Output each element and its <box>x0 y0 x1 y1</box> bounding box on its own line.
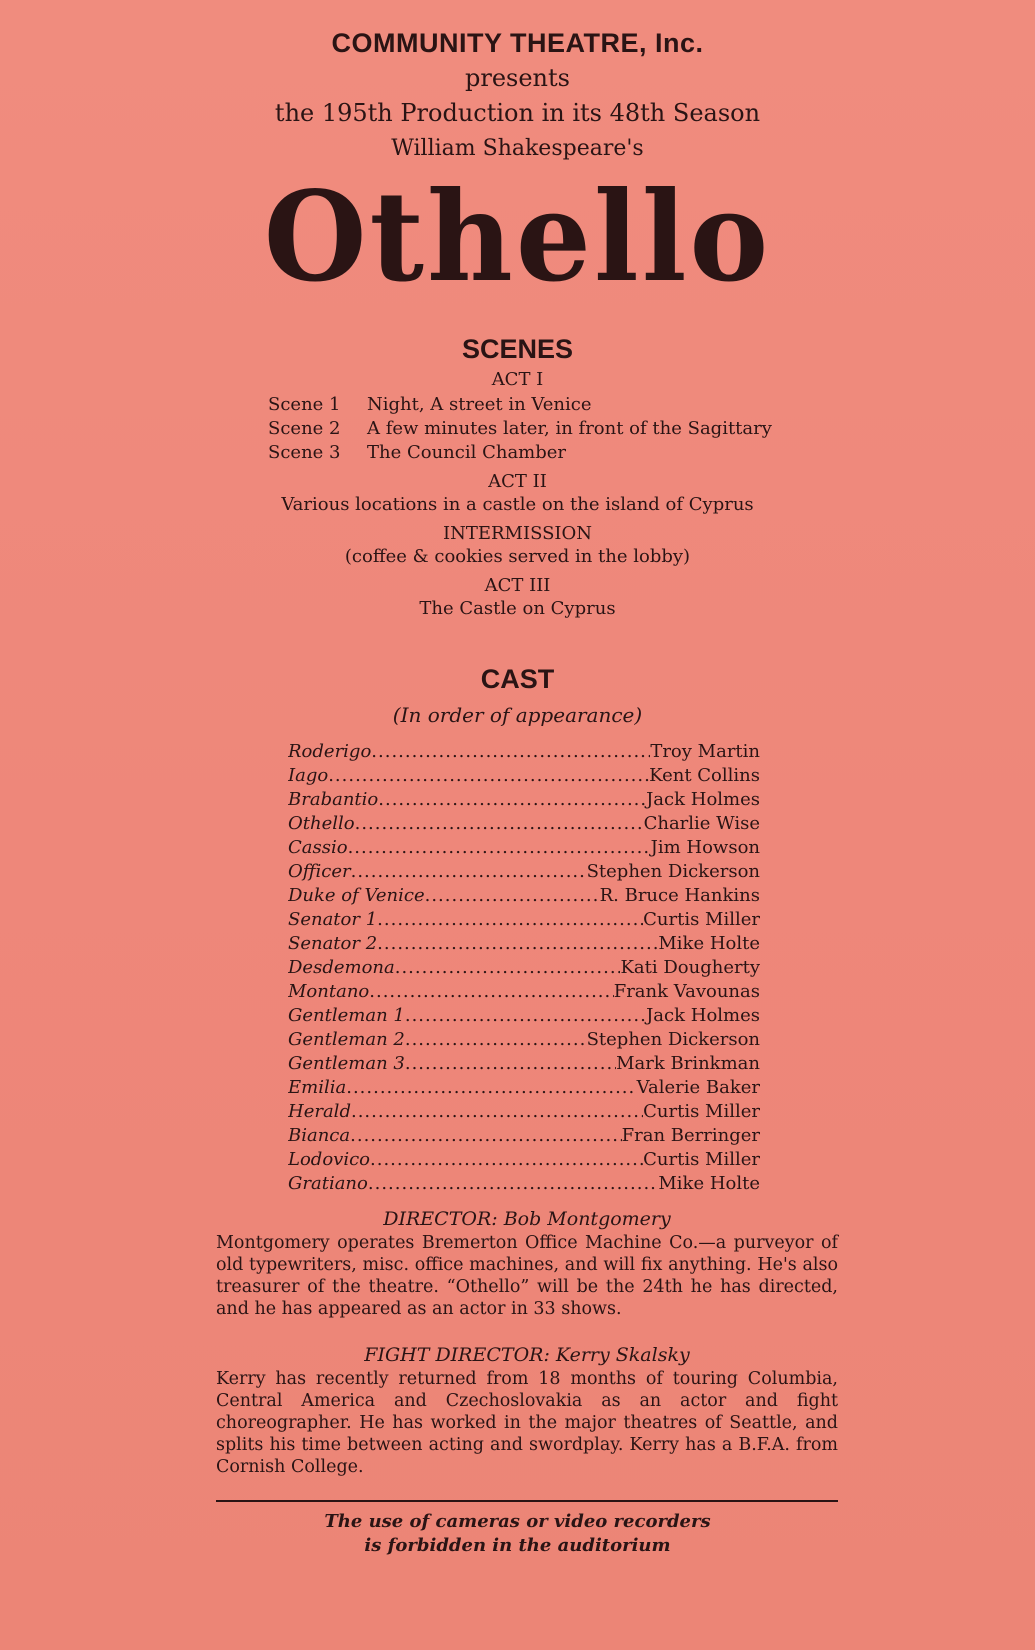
cast-role: Iago <box>288 765 329 786</box>
cast-actor: Valerie Baker <box>636 1077 760 1098</box>
cast-actor: Mike Holte <box>658 1173 760 1194</box>
scene-description: A few minutes later, in front of the Sagittary <box>367 418 772 439</box>
presents-line: presents <box>465 64 570 92</box>
scene-description: The Council Chamber <box>367 442 567 463</box>
leader-dots <box>405 1004 646 1028</box>
scene-number: Scene 1 <box>268 394 341 415</box>
leader-dots <box>370 1148 643 1172</box>
cast-actor: Kent Collins <box>649 765 760 786</box>
cast-role: Cassio <box>288 837 348 858</box>
cast-actor: Curtis Miller <box>643 1101 760 1122</box>
cast-actor: Kati Dougherty <box>620 957 760 978</box>
cast-actor: Mark Brinkman <box>616 1053 760 1074</box>
leader-dots <box>346 1076 636 1100</box>
cast-row <box>288 1028 760 1052</box>
cast-row <box>288 932 760 956</box>
cast-role: Bianca <box>288 1125 351 1146</box>
cast-heading: CAST <box>480 664 555 694</box>
cast-row <box>288 1052 760 1076</box>
cast-list <box>288 740 760 1196</box>
cast-row <box>288 764 760 788</box>
cast-actor: Jack Holmes <box>646 1005 760 1026</box>
fight-director-section <box>216 1344 838 1478</box>
program-header <box>0 28 1035 164</box>
cast-row <box>288 1100 760 1124</box>
act-2-label: ACT II <box>488 471 547 492</box>
leader-dots <box>378 788 646 812</box>
cast-role: Senator 2 <box>288 933 378 954</box>
organization-name: COMMUNITY THEATRE, Inc. <box>331 28 704 58</box>
leader-dots <box>369 980 613 1004</box>
intermission-label: INTERMISSION <box>442 523 593 544</box>
act-3-label: ACT III <box>484 575 551 596</box>
cast-role: Officer <box>288 861 351 882</box>
cast-actor: Stephen Dickerson <box>586 861 760 882</box>
cast-actor: Charlie Wise <box>643 813 760 834</box>
cast-actor: Curtis Miller <box>643 909 760 930</box>
cast-actor: Mike Holte <box>658 933 760 954</box>
cast-actor: Troy Martin <box>650 741 760 762</box>
leader-dots <box>351 1100 643 1124</box>
intermission-note: (coffee & cookies served in the lobby) <box>344 546 691 567</box>
leader-dots <box>368 1172 658 1196</box>
cast-role: Montano <box>288 981 370 1002</box>
cast-role: Othello <box>288 813 355 834</box>
act-3-description: The Castle on Cyprus <box>419 598 616 619</box>
cast-actor: Curtis Miller <box>643 1149 760 1170</box>
cast-role: Gentleman 2 <box>288 1029 405 1050</box>
cast-role: Roderigo <box>288 741 372 762</box>
cast-actor: R. Bruce Hankins <box>599 885 760 906</box>
author-line: William Shakespeare's <box>391 136 644 161</box>
cast-row <box>288 740 760 764</box>
cast-role: Lodovico <box>288 1149 370 1170</box>
cast-actor: Fran Berringer <box>621 1125 760 1146</box>
cast-row <box>288 788 760 812</box>
cast-row <box>288 860 760 884</box>
cast-row <box>288 1172 760 1196</box>
act-1-label: ACT I <box>491 369 544 390</box>
scene-number: Scene 3 <box>268 442 341 463</box>
cast-role: Emilia <box>288 1077 347 1098</box>
cast-role: Duke of Venice <box>288 885 425 906</box>
cast-role: Gentleman 3 <box>288 1053 405 1074</box>
cast-row <box>288 908 760 932</box>
cast-row <box>288 1148 760 1172</box>
scene-row <box>268 417 1035 441</box>
scene-description: Night, A street in Venice <box>367 394 592 415</box>
cast-row <box>288 812 760 836</box>
scene-number: Scene 2 <box>268 418 341 439</box>
cast-row <box>288 836 760 860</box>
cast-row <box>288 884 760 908</box>
leader-dots <box>377 908 643 932</box>
leader-dots <box>351 860 587 884</box>
cast-role: Senator 1 <box>288 909 378 930</box>
leader-dots <box>405 1052 616 1076</box>
cast-role: Desdemona <box>288 957 395 978</box>
cast-section <box>0 664 1035 727</box>
production-line: the 195th Production in its 48th Season <box>274 99 761 127</box>
cast-subtitle: (In order of appearance) <box>392 703 643 727</box>
cast-row <box>288 980 760 1004</box>
cast-role: Gentleman 1 <box>288 1005 405 1026</box>
cast-role: Gratiano <box>288 1173 368 1194</box>
cast-actor: Jack Holmes <box>646 789 760 810</box>
camera-notice-line-2: is forbidden in the auditorium <box>364 1535 671 1556</box>
scenes-section <box>0 334 1035 621</box>
leader-dots <box>377 932 658 956</box>
director-heading: DIRECTOR: Bob Montgomery <box>383 1208 671 1230</box>
play-title: Othello <box>263 163 772 310</box>
cast-row <box>288 1004 760 1028</box>
leader-dots <box>348 836 651 860</box>
cast-actor: Stephen Dickerson <box>586 1029 760 1050</box>
cast-row <box>288 1076 760 1100</box>
act-1-scene-list <box>268 393 1035 465</box>
scenes-heading: SCENES <box>461 334 574 364</box>
cast-row <box>288 956 760 980</box>
cast-actor: Jim Howson <box>650 837 760 858</box>
act-2-description: Various locations in a castle on the island of Cyprus <box>281 494 754 515</box>
scene-row <box>268 441 1035 465</box>
leader-dots <box>425 884 600 908</box>
cast-role: Herald <box>288 1101 351 1122</box>
leader-dots <box>328 764 649 788</box>
leader-dots <box>405 1028 587 1052</box>
leader-dots <box>355 812 644 836</box>
fight-director-heading: FIGHT DIRECTOR: Kerry Skalsky <box>364 1344 690 1366</box>
cast-row <box>288 1124 760 1148</box>
director-section <box>216 1208 838 1320</box>
footer-divider <box>216 1500 838 1502</box>
cast-role: Brabantio <box>288 789 379 810</box>
camera-notice-line-1: The use of cameras or video recorders <box>324 1511 711 1532</box>
leader-dots <box>371 740 650 764</box>
cast-actor: Frank Vavounas <box>613 981 760 1002</box>
leader-dots <box>350 1124 622 1148</box>
leader-dots <box>395 956 621 980</box>
fight-director-bio: Kerry has recently returned from 18 months of touring Columbia, Central America and Czechoslovakia as an actor and fight choreographer. He has worked in the major theatres of Seattle, and splits his time between acting and swordplay. Kerry has a B.F.A. from Cornish College. <box>216 1369 838 1477</box>
director-bio: Montgomery operates Bremerton Office Machine Co.—a purveyor of old typewriters, misc. office machines, and will fix anything. He's also treasurer of the theatre. “Othello” will be the 24th he has directed, and he has appeared as an actor in 33 shows. <box>216 1233 838 1319</box>
scene-row <box>268 393 1035 417</box>
camera-notice <box>0 1510 1035 1558</box>
